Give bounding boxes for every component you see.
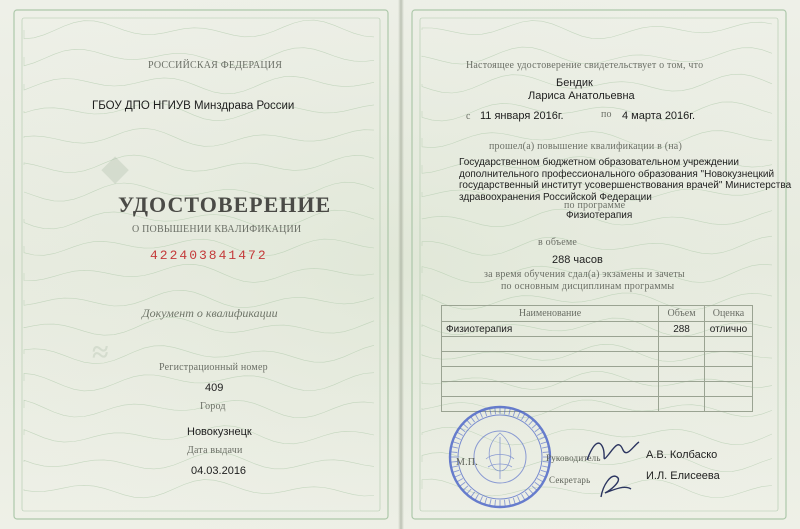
col-header-volume: Объем bbox=[659, 306, 705, 322]
date-to: 4 марта 2016г. bbox=[622, 110, 696, 122]
col-header-grade: Оценка bbox=[705, 306, 753, 322]
disciplines-table bbox=[441, 305, 753, 412]
institution-name bbox=[459, 157, 791, 203]
stamp-label: М.П. bbox=[456, 457, 478, 468]
document-subtitle: О ПОВЫШЕНИИ КВАЛИФИКАЦИИ bbox=[132, 224, 302, 235]
holder-surname: Бендик bbox=[556, 77, 593, 89]
to-label: по bbox=[601, 109, 612, 120]
document-kind: Документ о квалификации bbox=[142, 306, 278, 320]
faint-watermark-banner: ◆ bbox=[102, 150, 131, 187]
table-row bbox=[442, 382, 753, 397]
discipline-grade: отлично bbox=[705, 322, 753, 337]
reg-number-value: 409 bbox=[205, 382, 224, 394]
exams-line-2: по основным дисциплинам программы bbox=[501, 281, 675, 292]
col-header-name: Наименование bbox=[442, 306, 659, 322]
city-label: Город bbox=[200, 401, 226, 412]
institution-line: Государственном бюджетном образовательном учреждении bbox=[459, 157, 739, 168]
issue-date-label: Дата выдачи bbox=[187, 445, 243, 456]
secretary-label: Секретарь bbox=[549, 475, 591, 485]
serial-number: 422403841472 bbox=[150, 248, 268, 263]
table-row bbox=[442, 367, 753, 382]
volume-value: 288 часов bbox=[552, 254, 603, 266]
discipline-name: Физиотерапия bbox=[442, 322, 659, 337]
signer-1-name: А.В. Колбаско bbox=[646, 449, 718, 461]
exams-line-1: за время обучения сдал(а) экзамены и зачеты bbox=[484, 269, 685, 280]
issue-date-value: 04.03.2016 bbox=[191, 465, 247, 477]
city-value: Новокузнецк bbox=[187, 426, 252, 438]
table-row bbox=[442, 322, 753, 337]
institution-line: здравоохранения Российской Федерации bbox=[459, 191, 652, 203]
faint-watermark-text: ≈ bbox=[92, 336, 111, 369]
date-from: 11 января 2016г. bbox=[480, 110, 564, 122]
from-label: с bbox=[466, 111, 471, 122]
program-label: по программе bbox=[564, 200, 626, 211]
table-header-row bbox=[442, 306, 753, 322]
passed-label: прошел(а) повышение квалификации в (на) bbox=[489, 141, 682, 152]
institution-line: дополнительного профессионального образования "Новокузнецкий bbox=[459, 168, 775, 180]
volume-label: в объеме bbox=[538, 237, 578, 248]
program-name: Физиотерапия bbox=[566, 210, 633, 221]
discipline-volume: 288 bbox=[659, 322, 705, 337]
signature-1 bbox=[583, 430, 643, 470]
document-title: УДОСТОВЕРЕНИЕ bbox=[118, 192, 332, 217]
issuer-name: ГБОУ ДПО НГИУВ Минздрава России bbox=[92, 100, 295, 112]
signature-2 bbox=[595, 467, 637, 503]
country-label: РОССИЙСКАЯ ФЕДЕРАЦИЯ bbox=[148, 60, 283, 71]
intro-text: Настоящее удостоверение свидетельствует о том, что bbox=[466, 60, 704, 71]
holder-name: Лариса Анатольевна bbox=[528, 90, 635, 102]
reg-number-label: Регистрационный номер bbox=[159, 362, 268, 373]
institution-line: государственный институт усовершенствования врачей" Министерства bbox=[459, 180, 792, 191]
signer-2-name: И.Л. Елисеева bbox=[646, 470, 720, 482]
table-row bbox=[442, 337, 753, 352]
head-label: Руководитель bbox=[546, 453, 601, 463]
table-row bbox=[442, 352, 753, 367]
